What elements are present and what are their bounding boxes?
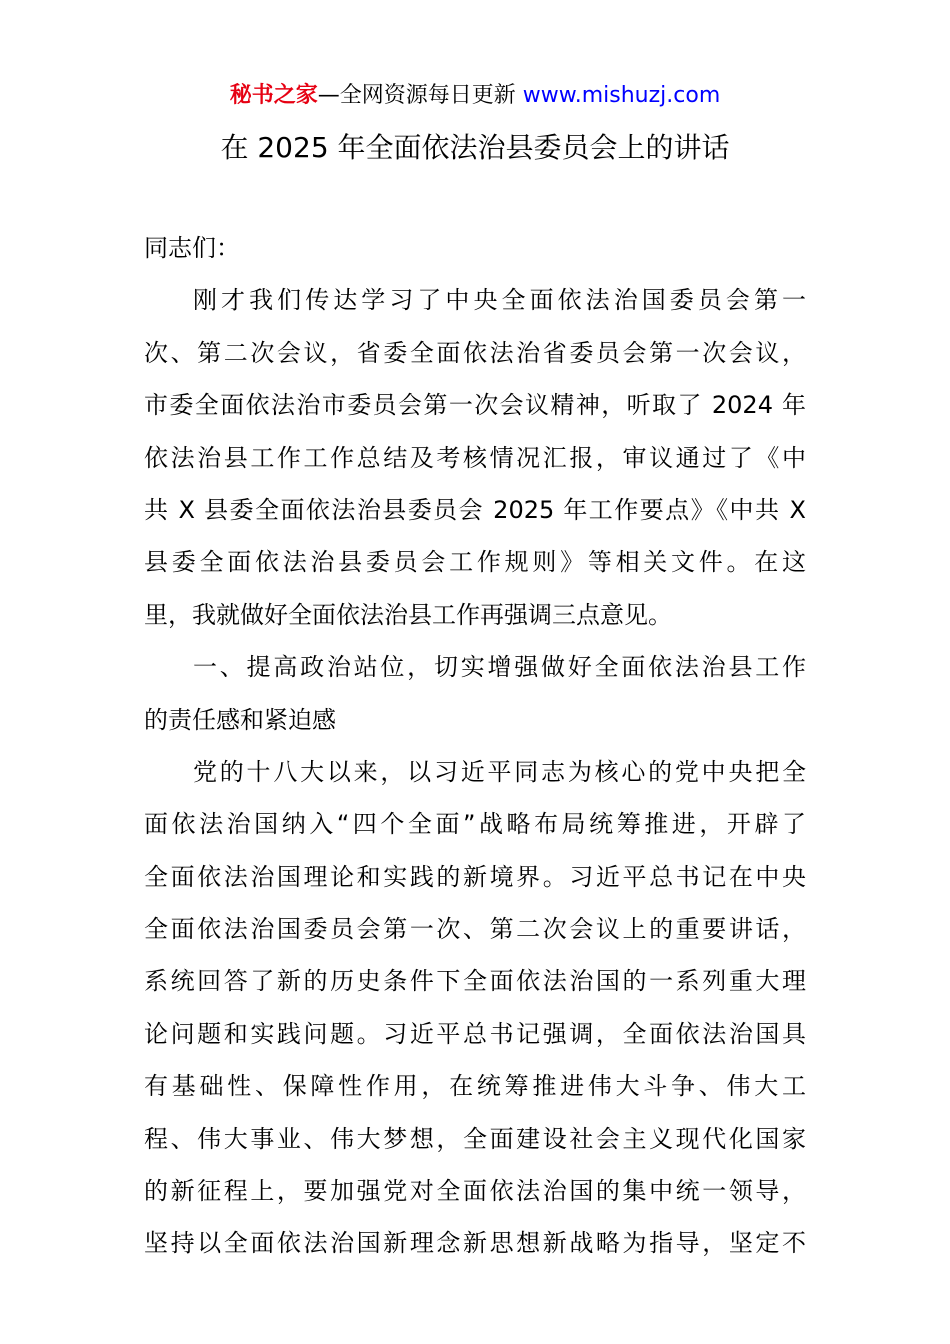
text-line: 全面依法治国委员会第一次、第二次会议上的重要讲话， [144,915,806,944]
site-url-link[interactable]: www.mishuzj.com [522,83,721,108]
text-line: 共 X 县委全面依法治县委员会 2025 年工作要点》《中共 X [144,495,806,524]
header-tagline: —全网资源每日更新 [317,83,516,108]
text-line: 刚才我们传达学习了中央全面依法治国委员会第一 [193,286,806,315]
brand-name: 秘书之家 [229,83,318,108]
speech-body [144,222,806,1270]
text-line: 论问题和实践问题。习近平总书记强调，全面依法治国具 [144,1019,806,1048]
text-line: 县委全面依法治县委员会工作规则》等相关文件。在这 [144,548,806,577]
text-line: 党的十八大以来，以习近平同志为核心的党中央把全 [193,757,806,786]
text-line: 次、第二次会议，省委全面依法治省委员会第一次会议， [144,338,806,367]
text-line: 程、伟大事业、伟大梦想，全面建设社会主义现代化国家 [144,1124,806,1153]
text-line: 里，我就做好全面依法治县工作再强调三点意见。 [144,600,672,629]
text-line: 的新征程上，要加强党对全面依法治国的集中统一领导， [144,1177,806,1206]
section-heading-line: 的责任感和紧迫感 [144,705,336,734]
document-title: 在 2025 年全面依法治县委员会上的讲话 [220,131,730,164]
text-line: 面依法治国纳入“四个全面”战略布局统筹推进，开辟了 [144,810,806,839]
site-header [0,80,950,112]
text-line: 市委全面依法治市委员会第一次会议精神，听取了 2024 年 [144,391,806,420]
text-line: 依法治县工作工作总结及考核情况汇报，审议通过了《中 [144,443,806,472]
text-line: 全面依法治国理论和实践的新境界。习近平总书记在中央 [144,862,806,891]
section-heading-line: 一、提高政治站位，切实增强做好全面依法治县工作 [193,653,806,682]
text-line: 系统回答了新的历史条件下全面依法治国的一系列重大理 [144,967,806,996]
salutation: 同志们： [144,234,240,262]
text-line: 有基础性、保障性作用，在统筹推进伟大斗争、伟大工 [144,1072,806,1101]
text-line: 坚持以全面依法治国新理念新思想新战略为指导，坚定不 [144,1229,806,1258]
